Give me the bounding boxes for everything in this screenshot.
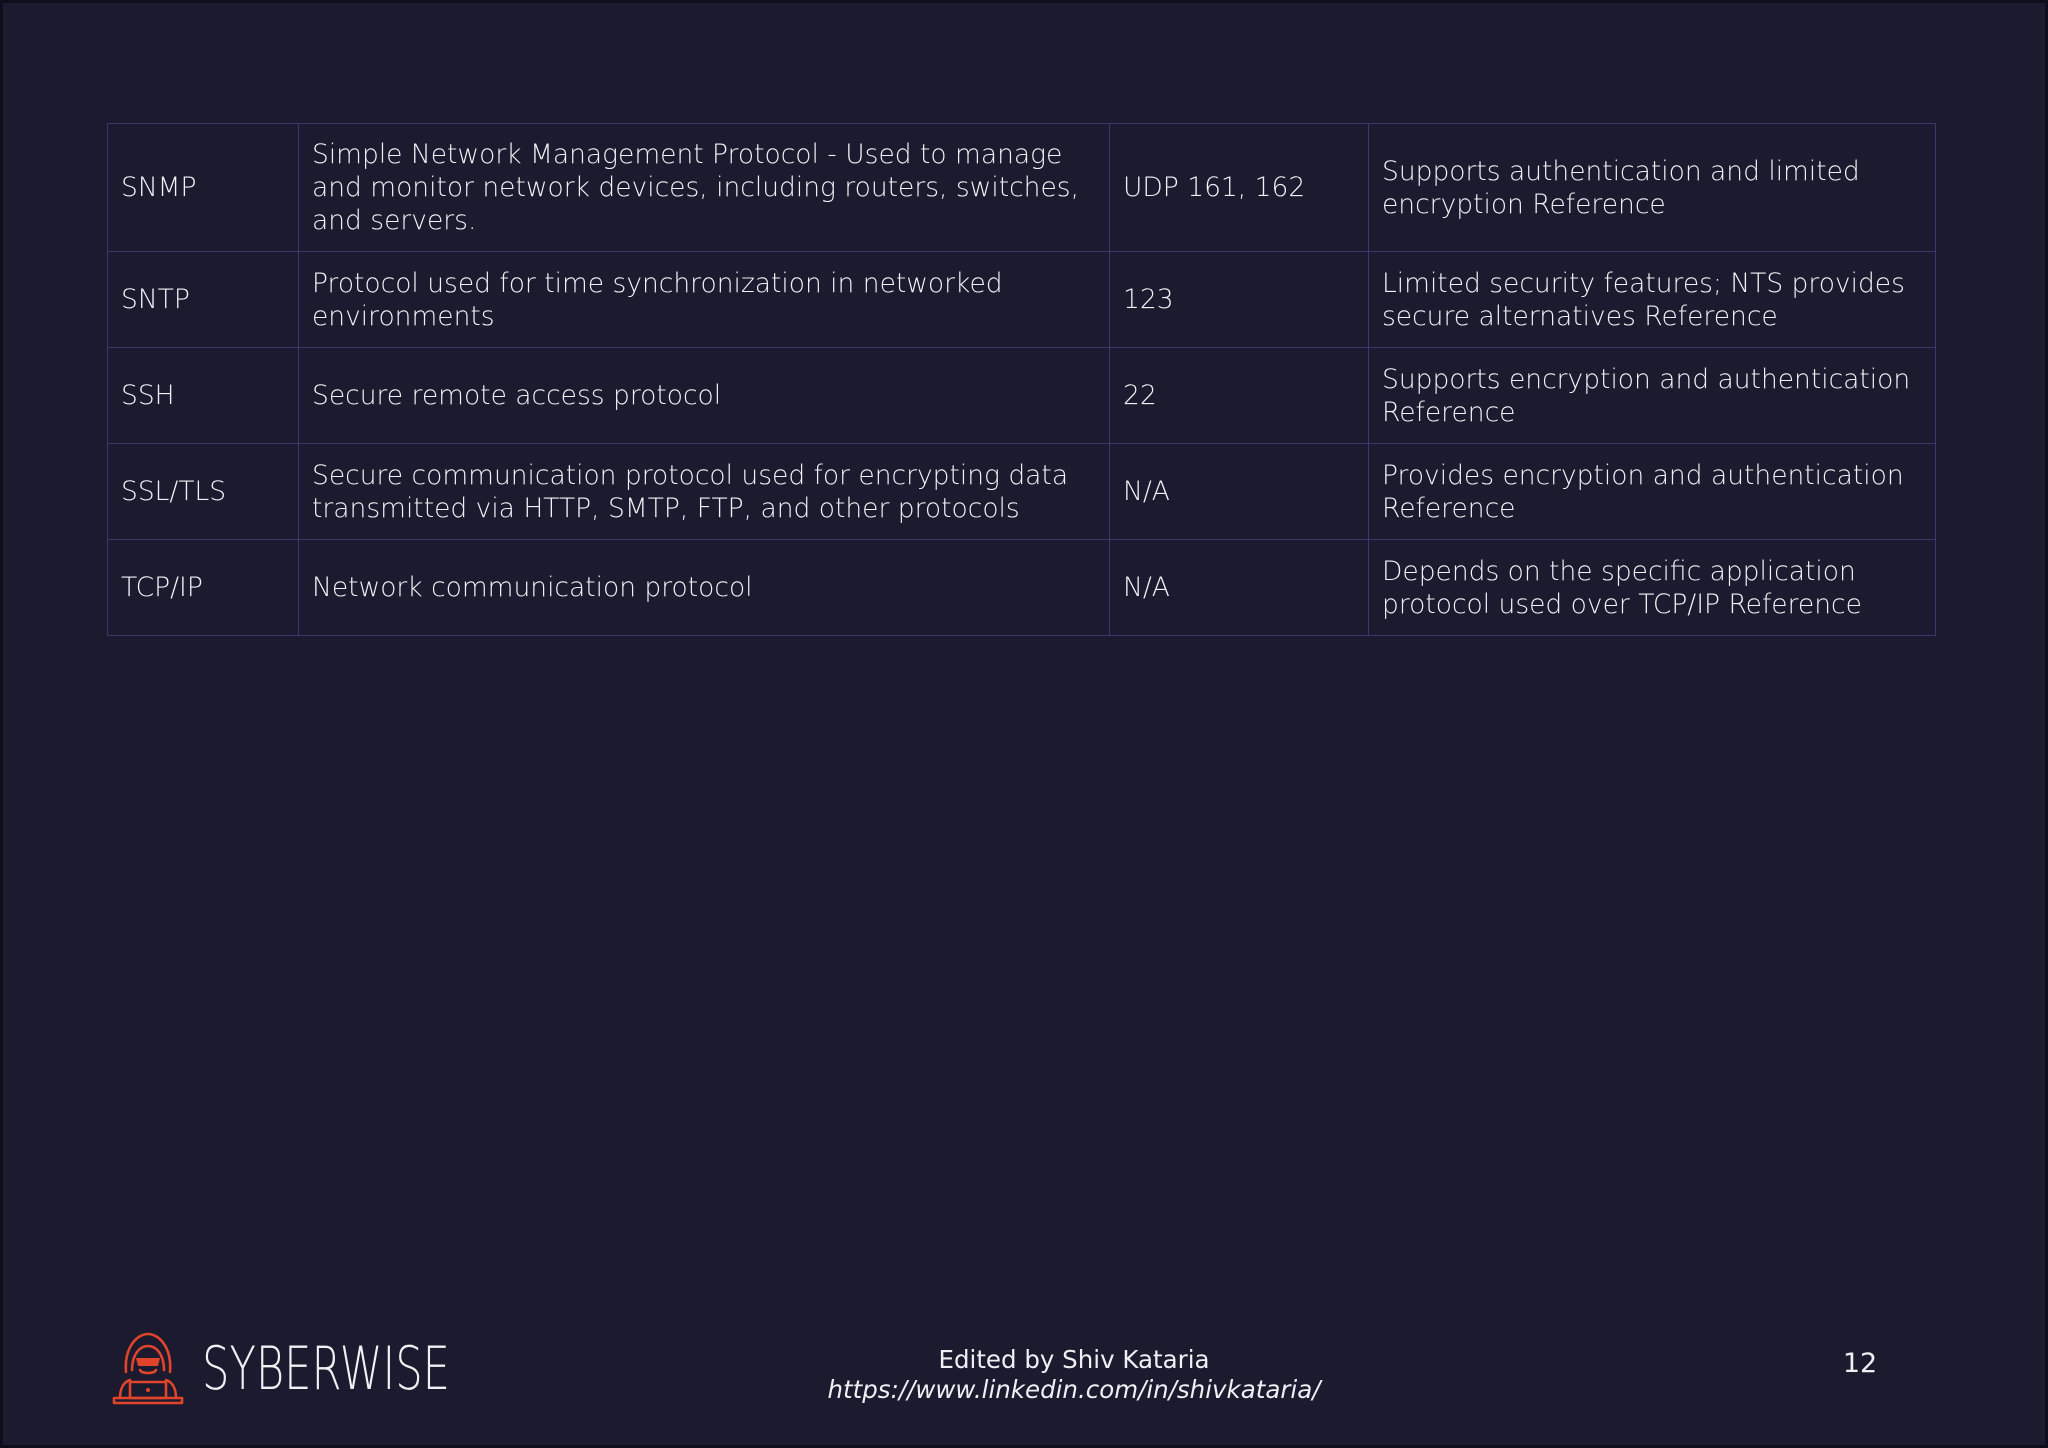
security-cell: Provides encryption and authentication Reference — [1369, 444, 1936, 540]
linkedin-link[interactable]: https://www.linkedin.com/in/shivkataria/ — [827, 1375, 1321, 1404]
protocol-cell: SNTP — [108, 252, 299, 348]
svg-text:SYBERWISE: SYBERWISE — [202, 1334, 450, 1404]
table-row — [108, 444, 1936, 540]
protocol-cell: SNMP — [108, 124, 299, 252]
protocol-cell: SSH — [108, 348, 299, 444]
security-cell: Depends on the specific application protocol used over TCP/IP Reference — [1369, 540, 1936, 636]
description-cell: Simple Network Management Protocol - Used to manage and monitor network devices, including routers, switches, and servers. — [299, 124, 1110, 252]
table-row — [108, 124, 1936, 252]
protocol-table — [107, 123, 1936, 636]
protocol-cell: SSL/TLS — [108, 444, 299, 540]
hooded-hacker-icon — [108, 1326, 188, 1406]
security-cell: Supports encryption and authentication Reference — [1369, 348, 1936, 444]
protocol-cell: TCP/IP — [108, 540, 299, 636]
table-row — [108, 252, 1936, 348]
footer-credit — [724, 1345, 1424, 1405]
brand-logo — [108, 1326, 450, 1406]
description-cell: Secure remote access protocol — [299, 348, 1110, 444]
security-cell: Limited security features; NTS provides secure alternatives Reference — [1369, 252, 1936, 348]
table-row — [108, 540, 1936, 636]
table-row — [108, 348, 1936, 444]
description-cell: Network communication protocol — [299, 540, 1110, 636]
page-number: 12 — [1842, 1348, 1878, 1379]
brand-wordmark — [202, 1334, 450, 1404]
port-cell: 22 — [1110, 348, 1369, 444]
port-cell: N/A — [1110, 444, 1369, 540]
port-cell: N/A — [1110, 540, 1369, 636]
edited-by-text: Edited by Shiv Kataria — [938, 1345, 1210, 1374]
port-cell: UDP 161, 162 — [1110, 124, 1369, 252]
description-cell: Protocol used for time synchronization in networked environments — [299, 252, 1110, 348]
description-cell: Secure communication protocol used for encrypting data transmitted via HTTP, SMTP, FTP, and other protocols — [299, 444, 1110, 540]
port-cell: 123 — [1110, 252, 1369, 348]
security-cell: Supports authentication and limited encryption Reference — [1369, 124, 1936, 252]
